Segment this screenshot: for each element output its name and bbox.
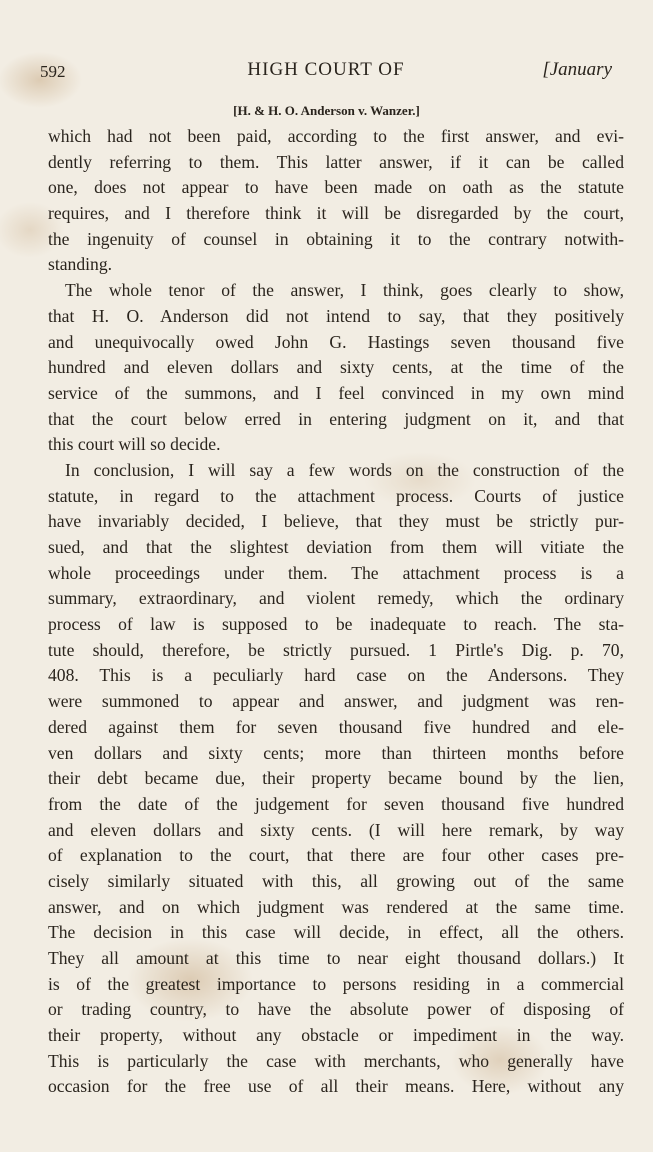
- text-line: and unequivocally owed John G. Hastings seven thousand five: [48, 331, 624, 352]
- text-line: that H. O. Anderson did not intend to say, that they positively: [48, 305, 624, 326]
- running-header: [40, 58, 612, 84]
- text-line: They all amount at this time to near eight thousand dollars.) It: [48, 948, 624, 968]
- text-line: this court will so decide.: [48, 434, 221, 455]
- text-line: cisely similarly situated with this, all growing out of the same: [48, 870, 624, 891]
- text-line: This is particularly the case with merchants, who generally have: [48, 1050, 624, 1071]
- text-line: ven dollars and sixty cents; more than thirteen months before: [48, 742, 624, 763]
- text-line: their debt became due, their property became bound by the lien,: [48, 768, 624, 789]
- text-line: dently referring to them. This latter answer, if it can be called: [48, 151, 624, 172]
- text-line: have invariably decided, I believe, that they must be strictly pur-: [48, 511, 624, 532]
- text-line: were summoned to appear and answer, and judgment was ren-: [48, 691, 624, 712]
- text-line: one, does not appear to have been made on oath as the statute: [48, 177, 624, 198]
- case-caption: [H. & H. O. Anderson v. Wanzer.]: [233, 103, 420, 118]
- text-line: 408. This is a peculiarly hard case on the Andersons. They: [48, 665, 624, 686]
- page-number: 592: [40, 62, 66, 81]
- text-line: process of law is supposed to be inadequate to reach. The sta-: [48, 614, 624, 635]
- text-line: their property, without any obstacle or impediment in the way.: [48, 1025, 624, 1046]
- text-line: standing.: [48, 254, 113, 275]
- text-line: occasion for the free use of all their means. Here, without any: [48, 1076, 624, 1097]
- text-line: is of the greatest importance to persons residing in a commercial: [48, 973, 624, 994]
- text-line: answer, and on which judgment was rendered at the same time.: [48, 896, 624, 917]
- text-line: whole proceedings under them. The attachment process is a: [48, 562, 624, 583]
- text-line: or trading country, to have the absolute power of disposing of: [48, 999, 624, 1020]
- text-line: the ingenuity of counsel in obtaining it to the contrary notwith-: [48, 228, 624, 249]
- text-line: tute should, therefore, be strictly pursued. 1 Pirtle's Dig. p. 70,: [48, 639, 624, 660]
- body-text: [48, 124, 624, 1100]
- text-line: and eleven dollars and sixty cents. (I will here remark, by way: [48, 819, 624, 840]
- text-line: requires, and I therefore think it will be disregarded by the court,: [48, 203, 624, 224]
- text-line: statute, in regard to the attachment process. Courts of justice: [48, 485, 624, 506]
- text-line: In conclusion, I will say a few words on the construction of the: [65, 459, 624, 480]
- text-line: service of the summons, and I feel convinced in my own mind: [48, 382, 624, 403]
- text-line: summary, extraordinary, and violent remedy, which the ordinary: [48, 588, 624, 609]
- header-title: HIGH COURT OF: [247, 59, 405, 80]
- text-line: that the court below erred in entering judgment on it, and that: [48, 408, 624, 429]
- text-line: dered against them for seven thousand five hundred and ele-: [48, 716, 624, 737]
- text-line: The decision in this case will decide, in effect, all the others.: [48, 922, 624, 943]
- text-line: sued, and that the slightest deviation from them will vitiate the: [48, 537, 624, 557]
- header-month: [January: [542, 59, 612, 80]
- text-line: from the date of the judgement for seven thousand five hundred: [48, 793, 624, 814]
- text-line: which had not been paid, according to the first answer, and evi-: [48, 126, 624, 146]
- text-line: The whole tenor of the answer, I think, goes clearly to show,: [65, 280, 624, 301]
- text-line: of explanation to the court, that there are four other cases pre-: [48, 845, 624, 866]
- text-line: hundred and eleven dollars and sixty cents, at the time of the: [48, 357, 624, 378]
